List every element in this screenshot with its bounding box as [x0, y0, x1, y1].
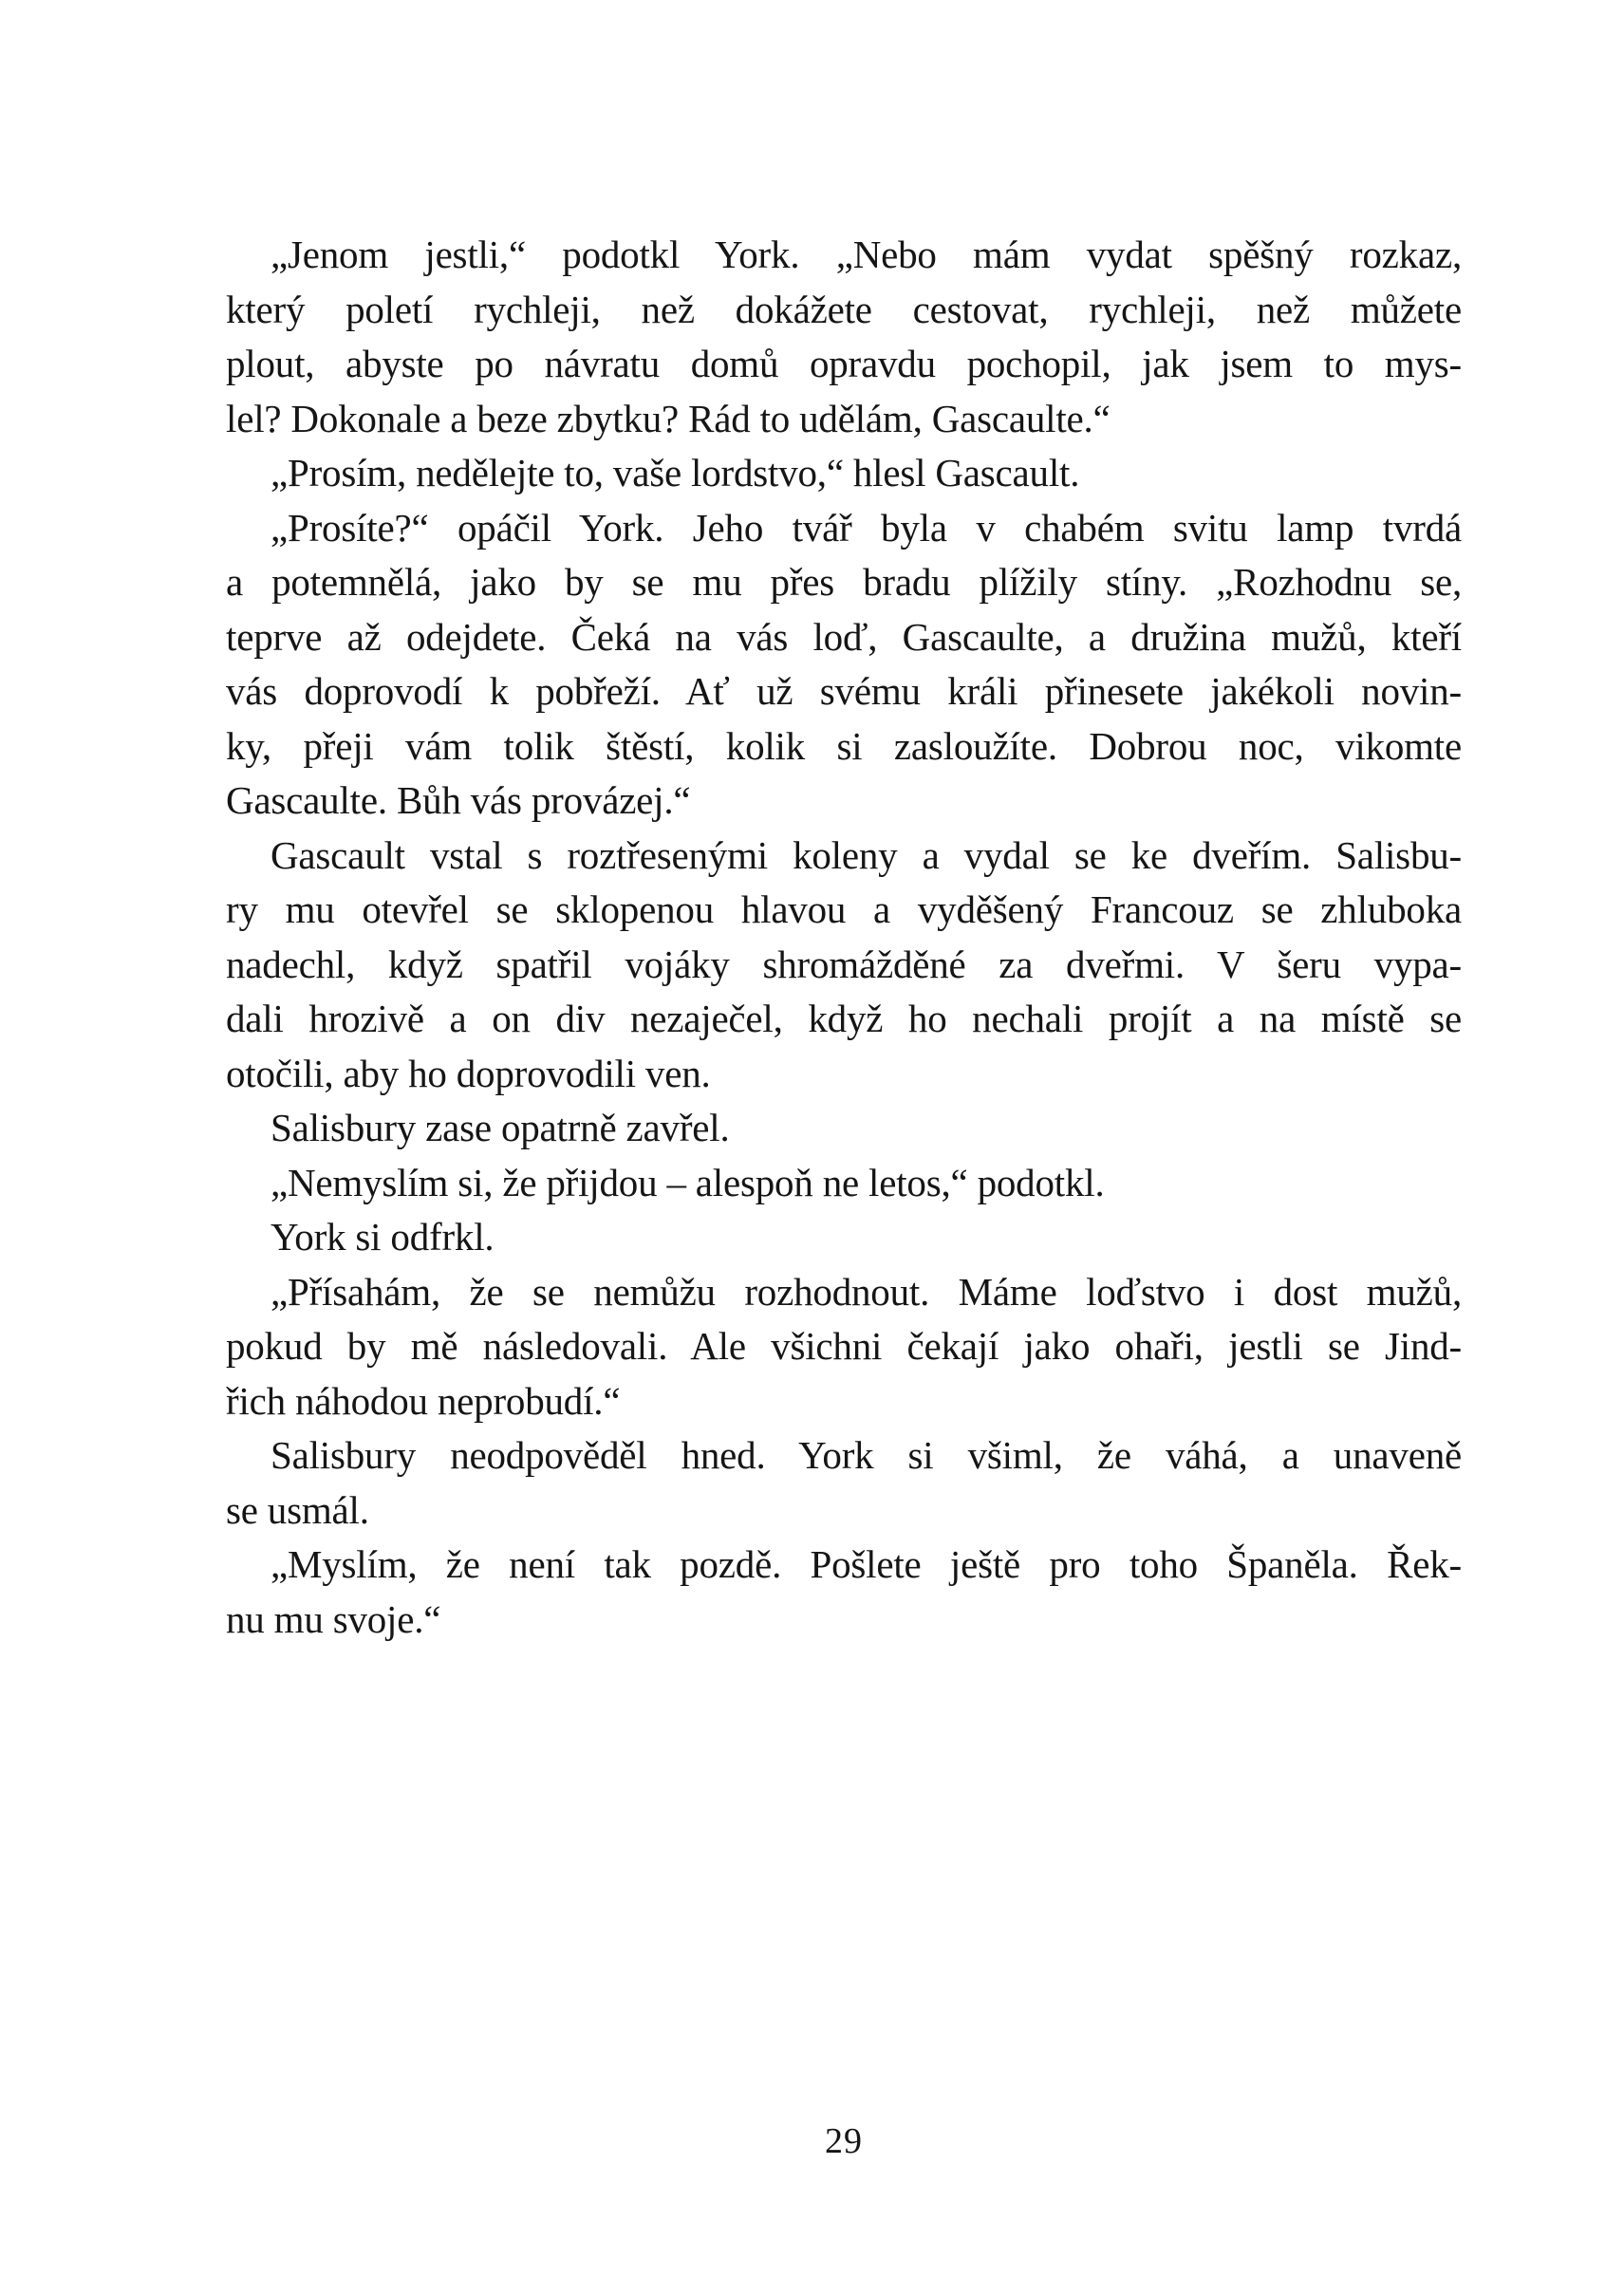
text-line: Gascault vstal s roztřesenými koleny a vydal se ke dveřím. Salisbu- [271, 832, 1462, 877]
text-line: ry mu otevřel se sklopenou hlavou a vyděšený Francouz se zhluboka [226, 887, 1462, 931]
text-line: který poletí rychleji, než dokážete cestovat, rychleji, než můžete [226, 287, 1462, 331]
text-line: se usmál. [226, 1487, 369, 1532]
text-line: „Myslím, že není tak pozdě. Pošlete ještě pro toho Španěla. Řek- [271, 1542, 1462, 1586]
text-line: „Prosíte?“ opáčil York. Jeho tvář byla v chabém svitu lamp tvrdá [271, 505, 1462, 550]
text-line: Gascaulte. Bůh vás provázej.“ [226, 778, 691, 822]
text-line: plout, abyste po návratu domů opravdu pochopil, jak jsem to mys- [226, 342, 1462, 385]
text-line: „Prosím, nedělejte to, vaše lordstvo,“ hlesl Gascault. [271, 451, 1080, 494]
text-line: nadechl, když spatřil vojáky shromážděné za dveřmi. V šeru vypa- [226, 942, 1462, 986]
text-line: „Nemyslím si, že přijdou – alespoň ne letos,“ podotkl. [271, 1160, 1105, 1204]
text-block [226, 228, 1462, 1647]
text-line: Salisbury neodpověděl hned. York si všiml, že váhá, a unaveně [271, 1433, 1462, 1477]
text-line: teprve až odejdete. Čeká na vás loď, Gascaulte, a družina mužů, kteří [226, 614, 1462, 659]
text-line: ky, přeji vám tolik štěstí, kolik si zasloužíte. Dobrou noc, vikomte [226, 723, 1462, 768]
text-line: vás doprovodí k pobřeží. Ať už svému králi přinesete jakékoli novin- [226, 669, 1462, 713]
text-line: nu mu svoje.“ [226, 1596, 441, 1641]
text-line: lel? Dokonale a beze zbytku? Rád to udělám, Gascaulte.“ [226, 396, 1111, 440]
text-line: řich náhodou neprobudí.“ [226, 1378, 621, 1423]
text-line: Salisbury zase opatrně zavřel. [271, 1106, 730, 1149]
text-line: otočili, aby ho doprovodili ven. [226, 1051, 711, 1095]
text-line: York si odfrkl. [271, 1215, 495, 1259]
text-line: pokud by mě následovali. Ale všichni čekají jako ohaři, jestli se Jind- [226, 1324, 1462, 1368]
page-number: 29 [825, 2121, 863, 2161]
text-line: „Jenom jestli,“ podotkl York. „Nebo mám vydat spěšný rozkaz, [271, 233, 1462, 276]
text-line: dali hrozivě a on div nezaječel, když ho nechali projít a na místě se [226, 997, 1462, 1040]
text-line: a potemnělá, jako by se mu přes bradu plížily stíny. „Rozhodnu se, [226, 560, 1462, 604]
text-line: „Přísahám, že se nemůžu rozhodnout. Máme loďstvo i dost mužů, [271, 1269, 1462, 1314]
